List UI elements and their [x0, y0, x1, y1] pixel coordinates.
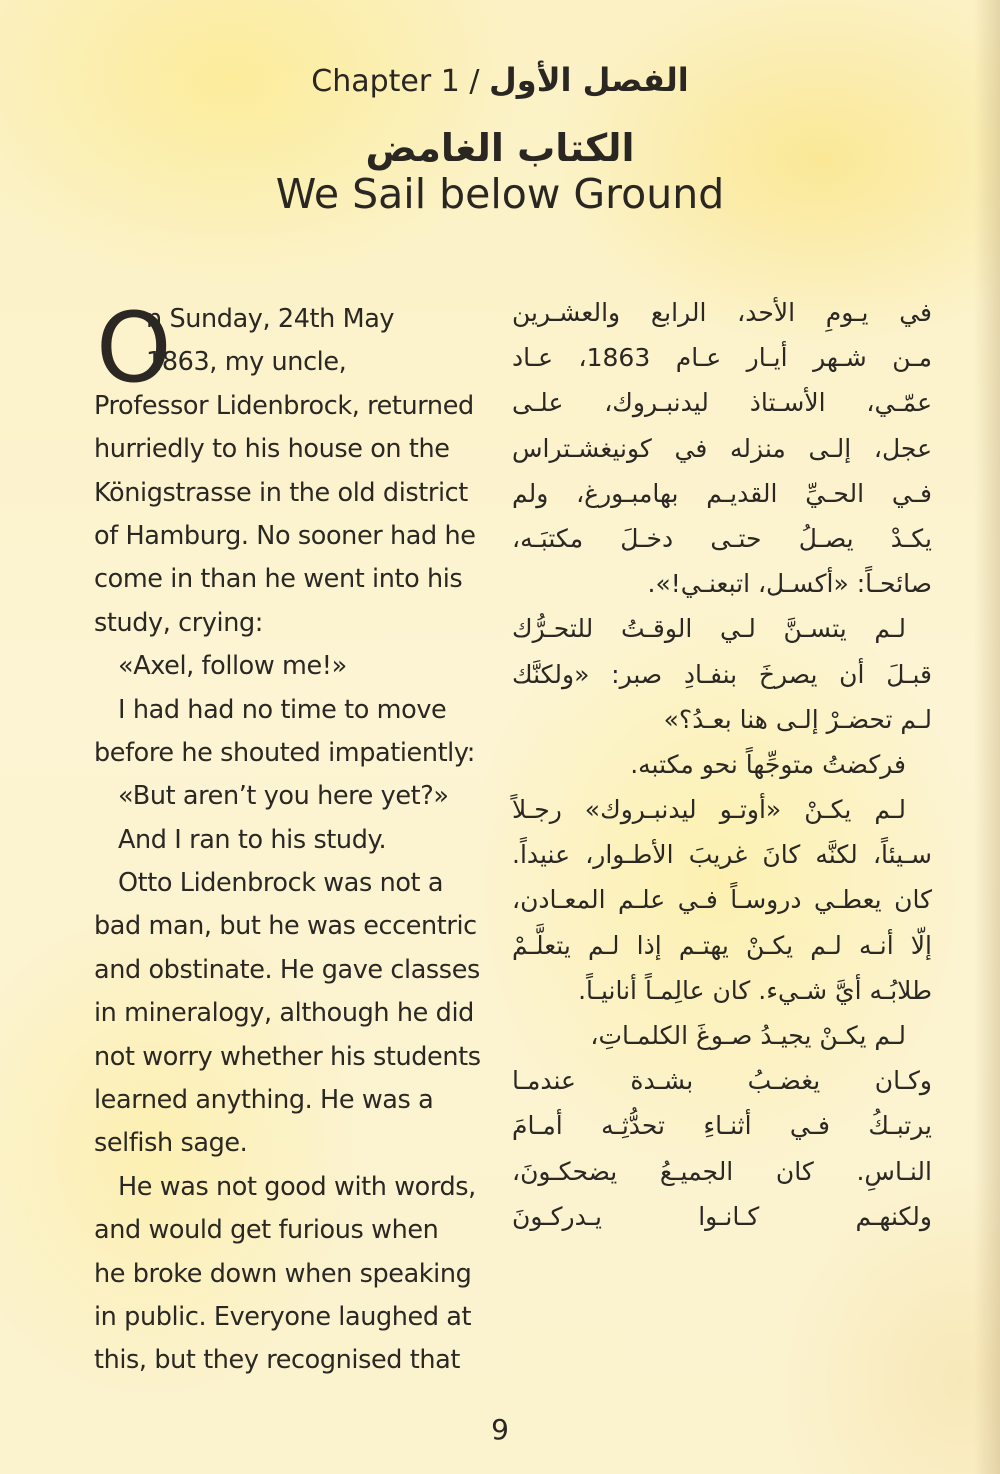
english-line: Otto Lidenbrock was not a: [118, 868, 444, 899]
english-line: and obstinate. He gave classes: [94, 954, 480, 985]
arabic-line: فـي الحـيِّ القديـم بهامبـورغ، ولم: [512, 478, 932, 508]
english-line: in public. Everyone laughed at: [94, 1301, 472, 1332]
arabic-line: عمّـي، الأسـتاذ ليدنبـروك، علـى: [512, 388, 932, 418]
arabic-line: طلابُـه أيَّ شـيء. كان عالِمـاً أنانيـاً.: [578, 975, 932, 1005]
page-number: 9: [491, 1413, 509, 1446]
english-line: n Sunday, 24th May: [146, 304, 395, 334]
arabic-column: [512, 290, 932, 1239]
arabic-line: عجل، إلـى منزله في كونيغشـتراس: [512, 433, 932, 463]
drop-cap: O: [96, 292, 172, 404]
english-line: «But aren’t you here yet?»: [118, 781, 449, 812]
arabic-line: يرتبـكُ فـي أثنـاءِ تحدُّثِـه أمـامَ: [512, 1111, 932, 1141]
chapter-label-ar: الفصل الأول: [489, 61, 689, 99]
english-line: he broke down when speaking: [94, 1258, 472, 1289]
arabic-line: في يـومِ الأحد، الرابع والعشـرين: [512, 298, 932, 327]
chapter-label-en: Chapter 1 /: [311, 64, 480, 99]
english-line: And I ran to his study.: [118, 824, 387, 855]
arabic-line: قبـلَ أن يصرخَ بنفـادِ صبر: «ولكنَّك: [512, 659, 932, 689]
arabic-line: كان يعطـي دروسـاً فـي علـم المعـادن،: [512, 885, 932, 915]
english-line: Königstrasse in the old district: [94, 477, 468, 508]
english-line: this, but they recognised that: [94, 1345, 460, 1376]
arabic-line: ولكنهـم كـانـوا يـدركـونَ: [512, 1201, 932, 1231]
title-arabic: الكتاب الغامض: [365, 126, 635, 170]
page-edge-shadow: [974, 0, 1000, 1474]
english-line: not worry whether his students: [94, 1041, 481, 1072]
english-line: before he shouted impatiently:: [94, 737, 475, 768]
chapter-heading: [0, 60, 1000, 102]
arabic-line: لـم يتسـنَّ لـي الوقـتُ للتحـرُّك: [512, 614, 906, 644]
english-line: Professor Lidenbrock, returned: [94, 390, 474, 421]
arabic-line: سـيئاً، لكنَّه كانَ غريبَ الأطـوار، عنيداً.: [512, 840, 932, 870]
english-line: selfish sage.: [94, 1128, 248, 1159]
english-line: He was not good with words,: [118, 1171, 476, 1202]
english-line: of Hamburg. No sooner had he: [94, 520, 476, 551]
english-line: come in than he went into his: [94, 564, 463, 595]
arabic-line: لـم يكـنْ يجيـدُ صـوغَ الكلمـاتِ،: [590, 1021, 906, 1050]
english-line: bad man, but he was eccentric: [94, 911, 477, 942]
english-column: [94, 292, 494, 1383]
english-line: learned anything. He was a: [94, 1085, 434, 1116]
arabic-line: صائحـاً: «أكسـل، اتبعنـي!».: [647, 569, 932, 599]
english-line: «Axel, follow me!»: [118, 651, 347, 682]
english-line: study, crying:: [94, 607, 263, 638]
english-line: and would get furious when: [94, 1215, 439, 1246]
title-english: We Sail below Ground: [275, 170, 725, 218]
english-line: hurriedly to his house on the: [94, 434, 450, 465]
arabic-line: لـم تحضـرْ إلـى هنا بعـدُ؟»: [663, 704, 932, 734]
arabic-line: لـم يكـنْ «أوتـو ليدنبـروك» رجـلاً: [512, 795, 906, 825]
arabic-line: يكـدْ يصـلُ حتـى دخـلَ مكتبَـه،: [512, 523, 932, 553]
english-line: 1863, my uncle,: [146, 347, 347, 378]
arabic-line: مـن شـهر أيـار عـام 1863، عـاد: [512, 343, 932, 373]
arabic-line: وكـان يغضـبُ بشـدة عندمـا: [512, 1066, 932, 1096]
english-line: I had had no time to move: [118, 694, 447, 725]
arabic-line: فركضتُ متوجِّهاً نحو مكتبه.: [630, 749, 906, 779]
english-line: in mineralogy, although he did: [94, 998, 474, 1029]
arabic-line: النـاسِ. كان الجميـعُ يضحكـونَ،: [512, 1156, 932, 1186]
arabic-line: إلّا أنـه لـم يكـنْ يهتـم إذا لـم يتعلَّـمْ: [512, 930, 932, 960]
